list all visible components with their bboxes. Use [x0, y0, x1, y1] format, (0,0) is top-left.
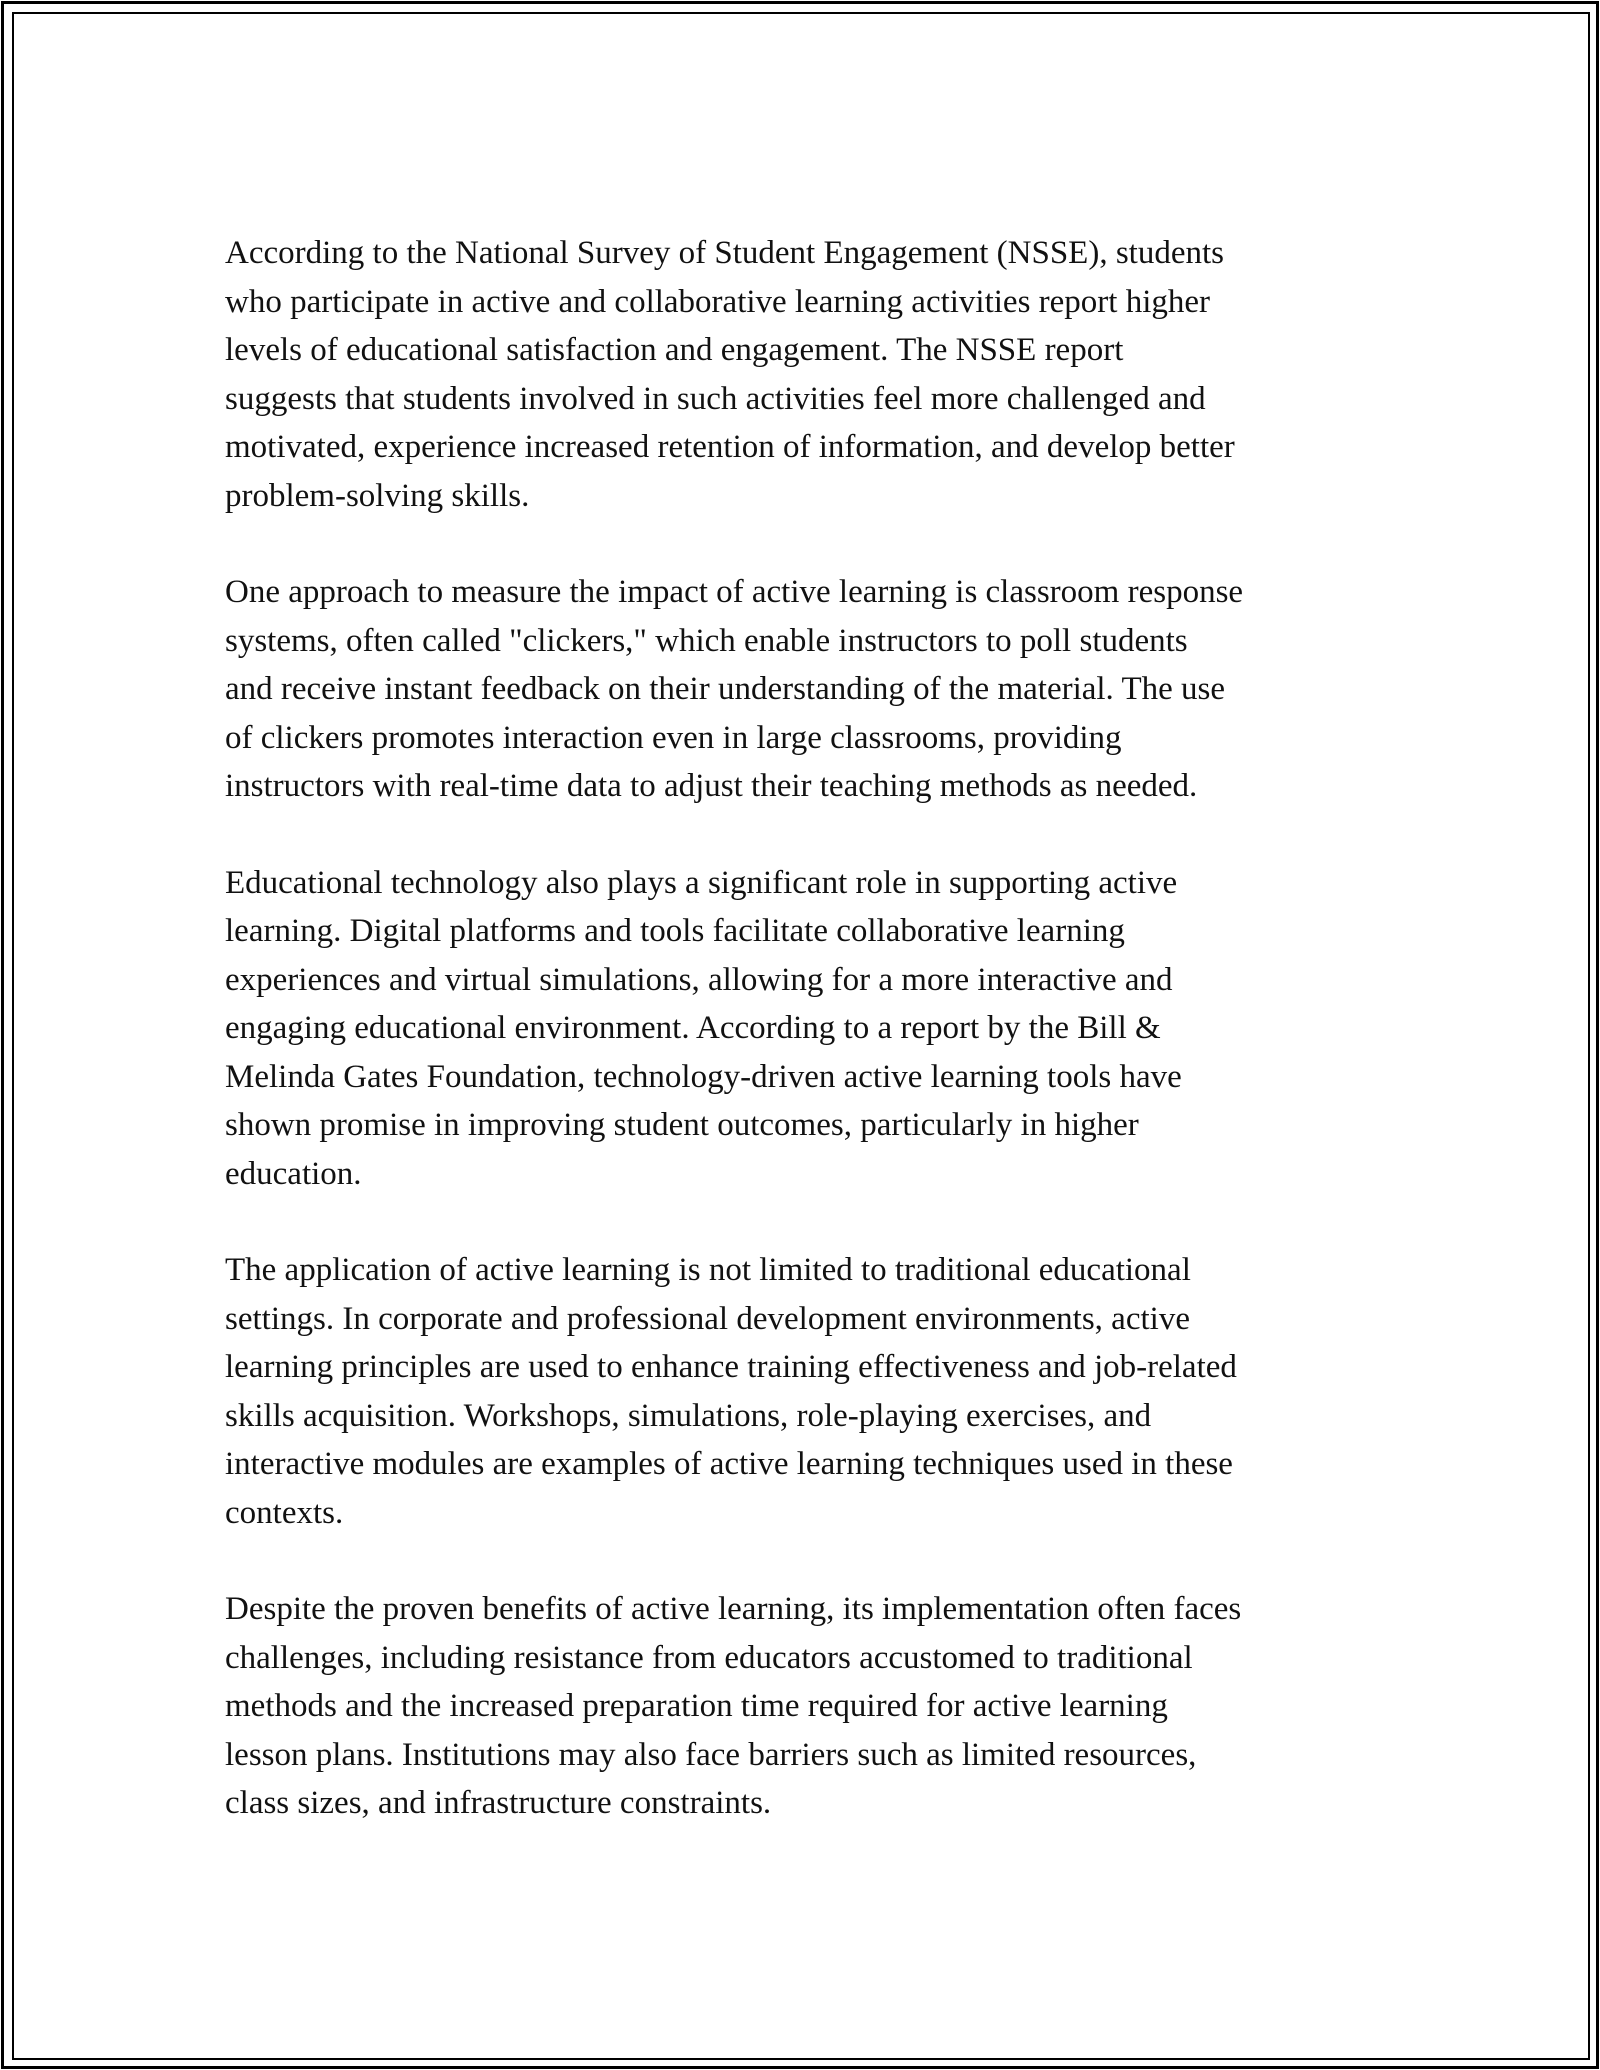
text-line: instructors with real-time data to adjust their teaching methods as needed. [225, 768, 1198, 804]
paragraph-nsse [225, 229, 1400, 520]
text-line: systems, often called "clickers," which enable instructors to poll students [225, 622, 1188, 659]
text-line: engaging educational environment. According to a report by the Bill & [225, 1010, 1161, 1046]
text-line: methods and the increased preparation time required for active learning [225, 1688, 1168, 1724]
text-line: skills acquisition. Workshops, simulations, role-playing exercises, and [225, 1397, 1152, 1434]
text-line: class sizes, and infrastructure constraints. [225, 1785, 772, 1821]
paragraph-corporate-application [225, 1246, 1400, 1537]
text-line: education. [225, 1155, 362, 1192]
text-line: levels of educational satisfaction and engagement. The NSSE report [225, 332, 1124, 368]
text-line: Melinda Gates Foundation, technology-driven active learning tools have [225, 1058, 1182, 1095]
text-line: settings. In corporate and professional development environments, active [225, 1300, 1190, 1337]
text-line: One approach to measure the impact of active learning is classroom response [225, 574, 1244, 610]
text-line: who participate in active and collaborative learning activities report higher [225, 283, 1211, 320]
text-line: Despite the proven benefits of active learning, its implementation often faces [225, 1591, 1242, 1627]
text-line: Educational technology also plays a significant role in supporting active [225, 864, 1178, 901]
text-line: motivated, experience increased retention of information, and develop better [225, 429, 1235, 465]
paragraph-educational-technology [225, 859, 1400, 1199]
text-line: learning. Digital platforms and tools facilitate collaborative learning [225, 913, 1125, 949]
text-line: of clickers promotes interaction even in large classrooms, providing [225, 719, 1122, 756]
text-line: contexts. [225, 1494, 344, 1531]
paragraph-challenges [225, 1585, 1400, 1828]
text-line: suggests that students involved in such activities feel more challenged and [225, 380, 1206, 417]
text-line: learning principles are used to enhance training effectiveness and job-related [225, 1349, 1237, 1385]
paragraph-clickers [225, 568, 1400, 811]
text-line: experiences and virtual simulations, allowing for a more interactive and [225, 961, 1173, 998]
text-line: According to the National Survey of Student Engagement (NSSE), students [225, 235, 1224, 271]
text-line: challenges, including resistance from educators accustomed to traditional [225, 1639, 1193, 1676]
text-line: and receive instant feedback on their understanding of the material. The use [225, 671, 1226, 707]
text-line: problem-solving skills. [225, 477, 530, 514]
text-line: interactive modules are examples of active learning techniques used in these [225, 1446, 1233, 1482]
text-line: lesson plans. Institutions may also face barriers such as limited resources, [225, 1736, 1197, 1773]
document-body [225, 229, 1400, 1876]
text-line: The application of active learning is not limited to traditional educational [225, 1252, 1191, 1288]
text-line: shown promise in improving student outcomes, particularly in higher [225, 1107, 1139, 1143]
